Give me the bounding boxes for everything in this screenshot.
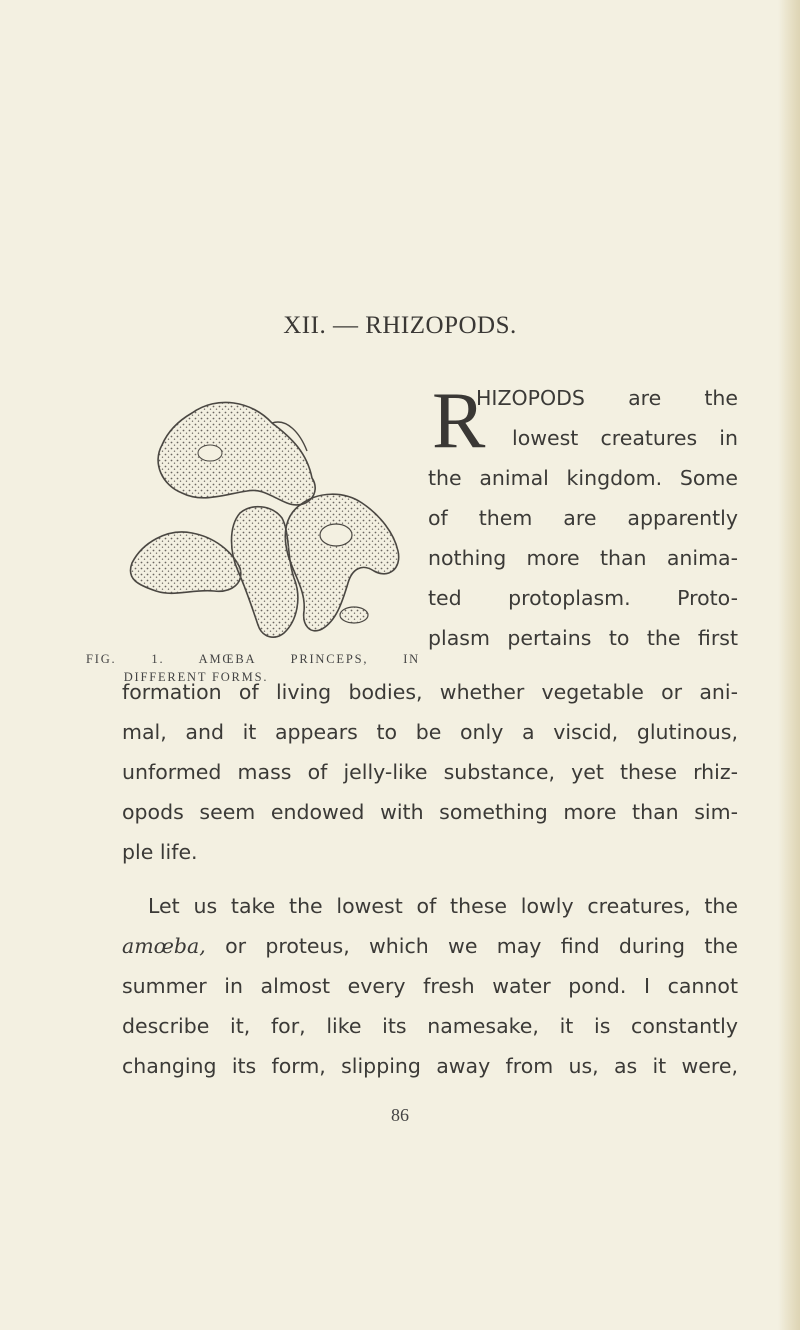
- amoeba-upper: [158, 402, 315, 505]
- amoeba-left: [130, 532, 240, 593]
- text-line: unformed mass of jelly-like substance, yet these rhiz-: [122, 760, 738, 784]
- text-line: summer in almost every fresh water pond. I cannot: [122, 974, 738, 998]
- amoeba-nucleus: [320, 524, 352, 546]
- text-line: nothing more than anima-: [428, 546, 738, 570]
- text-fragment: or proteus, which we may find during the: [205, 934, 738, 958]
- text-line: ple life.: [122, 840, 198, 864]
- amoeba-figure: [122, 393, 412, 643]
- drop-cap: R: [432, 377, 486, 465]
- text-line: opods seem endowed with something more than sim-: [122, 800, 738, 824]
- text-line: describe it, for, like its namesake, it is constantly: [122, 1014, 738, 1038]
- text-line: changing its form, slipping away from us, as it were,: [122, 1054, 738, 1078]
- text-line: ted protoplasm. Proto-: [428, 586, 738, 610]
- amoeba-illustration: [122, 393, 412, 643]
- page-number: 86: [391, 1105, 409, 1125]
- text-line: formation of living bodies, whether vegetable or ani-: [122, 680, 738, 704]
- text-line: the animal kingdom. Some: [428, 466, 738, 490]
- italic-term: amœba,: [122, 934, 206, 958]
- text-line: mal, and it appears to be only a viscid, glutinous,: [122, 720, 738, 744]
- caption-line: FIG. 1. AMŒBA PRINCEPS, IN: [86, 652, 420, 666]
- text-line: HIZOPODS are the: [476, 386, 738, 410]
- page-edge: [778, 0, 800, 1330]
- chapter-heading: XII. — RHIZOPODS.: [283, 312, 517, 339]
- paragraph-1: [122, 672, 738, 872]
- text-line: lowest creatures in: [512, 426, 738, 450]
- paragraph-2: [122, 886, 738, 1086]
- text-line: [122, 926, 738, 966]
- text-line: plasm pertains to the first: [428, 626, 738, 650]
- text-line: of them are apparently: [428, 506, 738, 530]
- text-line: Let us take the lowest of these lowly creatures, the: [148, 894, 738, 918]
- intro-paragraph: [428, 378, 738, 658]
- caption-line: DIFFERENT FORMS.: [123, 670, 269, 684]
